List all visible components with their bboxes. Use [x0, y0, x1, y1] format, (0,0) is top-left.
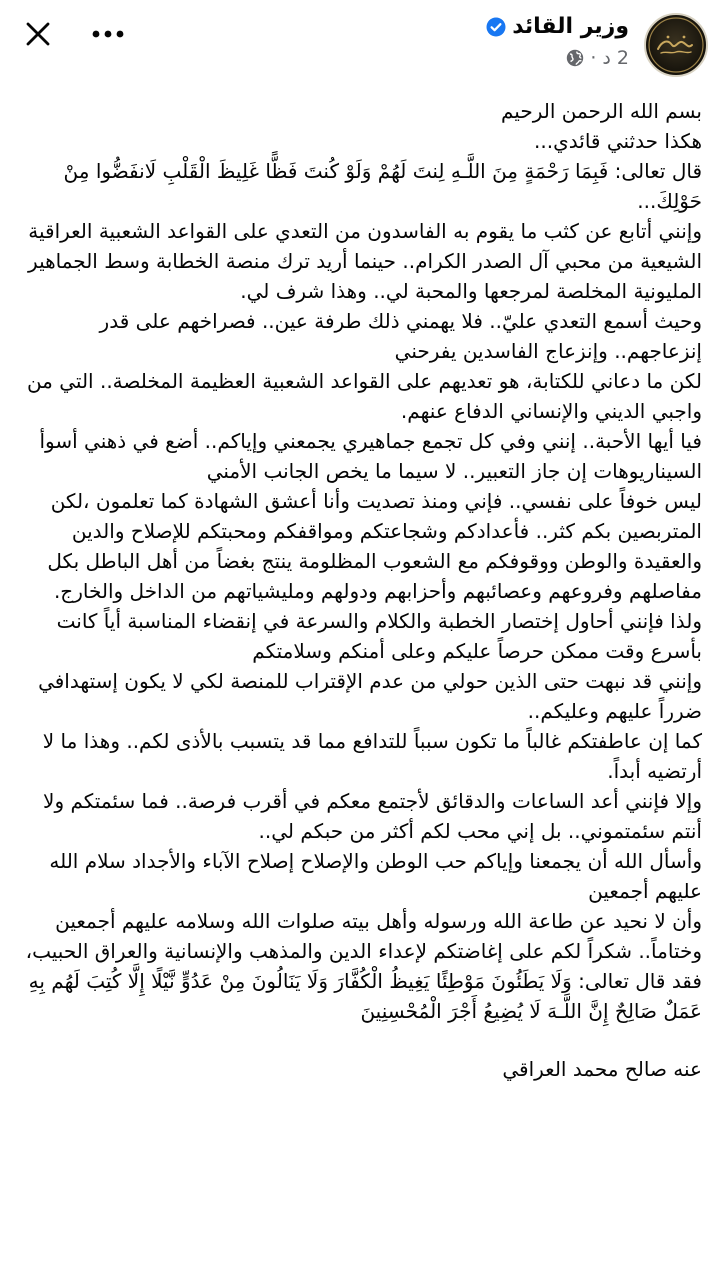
post-paragraph: ليس خوفاً على نفسي.. فإني ومنذ تصديت وأنا أعشق الشهادة كما تعلمون ،لكن المتربصين بكم كثر.. فأعدادكم وشجاعتكم ومواقفكم ومحبتكم للإصلاح والدين والعقيدة والوطن ووقوفكم مع الشعوب المظلومة ينتج بغضاً من أهل الباطل بكل مفاصلهم وفروعهم وعصائبهم وأحزابهم ودولهم ومليشياتهم من الداخل والخارج.: [47, 489, 702, 603]
post-time[interactable]: 2 د: [602, 47, 629, 69]
post-text: [18, 96, 702, 1084]
post-paragraph: وختاماً.. شكراً لكم على إغاضتكم لإعداء الدين والمذهب والإنسانية والعراق الحبيب، فقد قال تعالى: وَلَا يَطَئُونَ مَوْطِئًا يَغِيظُ الْكُفَّارَ وَلَا يَنَالُونَ مِنْ عَدُوٍّ نَّيْلًا إِلَّا كُتِبَ لَهُم بِهِ عَمَلٌ صَالِحٌ إِنَّ اللَّـهَ لَا يُضِيعُ أَجْرَ الْمُحْسِنِينَ: [25, 939, 702, 1023]
post-meta: [486, 47, 629, 69]
post-signature: عنه صالح محمد العراقي: [502, 1057, 702, 1081]
post-paragraph: كما إن عاطفتكم غالباً ما تكون سبباً للتدافع مما قد يتسبب بالأذى لكم.. وهذا ما لا أرتضيه أبداً.: [42, 729, 702, 783]
post-paragraph: وأسأل الله أن يجمعنا وإياكم حب الوطن والإصلاح إصلاح الآباء والأجداد سلام الله عليهم أجمعين: [49, 849, 702, 903]
post-paragraph: وأن لا نحيد عن طاعة الله ورسوله وأهل بيته صلوات الله وسلامه عليهم أجمعين: [55, 909, 702, 933]
meta-separator: ·: [590, 47, 597, 69]
post-paragraph: وإنني قد نبهت حتى الذين حولي من عدم الإقتراب للمنصة لكي لا يكون إستهدافي ضرراً عليهم وعليكم..: [38, 669, 702, 723]
author-info: [486, 14, 629, 69]
post-paragraph: هكذا حدثني قائدي...: [534, 129, 702, 153]
more-options-button[interactable]: [86, 14, 130, 54]
post-paragraph: ولذا فإنني أحاول إختصار الخطبة والكلام والسرعة في إنقضاء المناسبة أياً كانت بأسرع وقت ممكن حرصاً عليكم وعلى أمنكم وسلامتكم: [56, 609, 702, 663]
author-name[interactable]: وزير القائد: [512, 14, 629, 39]
more-horizontal-icon: [91, 29, 125, 39]
post-paragraph: وإلا فإنني أعد الساعات والدقائق لأجتمع معكم في أقرب فرصة.. فما سئمتكم ولا أنتم سئمتموني.. بل إني محب لكم أكثر من حبكم لي..: [43, 789, 702, 843]
post-paragraph: قال تعالى: فَبِمَا رَحْمَةٍ مِنَ اللَّـهِ لِنتَ لَهُمْ وَلَوْ كُنتَ فَظًّا غَلِيظَ الْقَلْبِ لَانفَضُّوا مِنْ حَوْلِكَ...: [63, 159, 702, 213]
post-paragraph: وإنني أتابع عن كثب ما يقوم به الفاسدون من التعدي على القواعد الشعبية العراقية الشيعية من محبي آل الصدر الكرام.. حينما أريد ترك منصة الخطابة وسط الجماهير المليونية المخلصة لمرجعها والمحبة لي.. وهذا شرف لي.: [28, 219, 702, 303]
globe-icon: [566, 49, 584, 67]
post-paragraph: وحيث أسمع التعدي عليّ.. فلا يهمني ذلك طرفة عين.. فصراخهم على قدر إنزعاجهم.. وإنزعاج الفاسدين يفرحني: [99, 309, 702, 363]
close-button[interactable]: [18, 14, 58, 54]
post-header: [0, 0, 721, 86]
post-paragraph: بسم الله الرحمن الرحيم: [500, 99, 702, 123]
close-icon: [23, 19, 53, 49]
post-paragraph: فيا أيها الأحبة.. إنني وفي كل تجمع جماهيري يجمعني وإياكم.. أضع في ذهني أسوأ السيناريوهات إن جاز التعبير.. لا سيما ما يخص الجانب الأمني: [39, 429, 702, 483]
verified-badge-icon: [486, 17, 506, 37]
post-paragraph: لكن ما دعاني للكتابة، هو تعديهم على القواعد الشعبية العظيمة المخلصة.. التي من واجبي الديني والإنساني الدفاع عنهم.: [26, 369, 702, 423]
page-avatar[interactable]: [644, 13, 708, 77]
